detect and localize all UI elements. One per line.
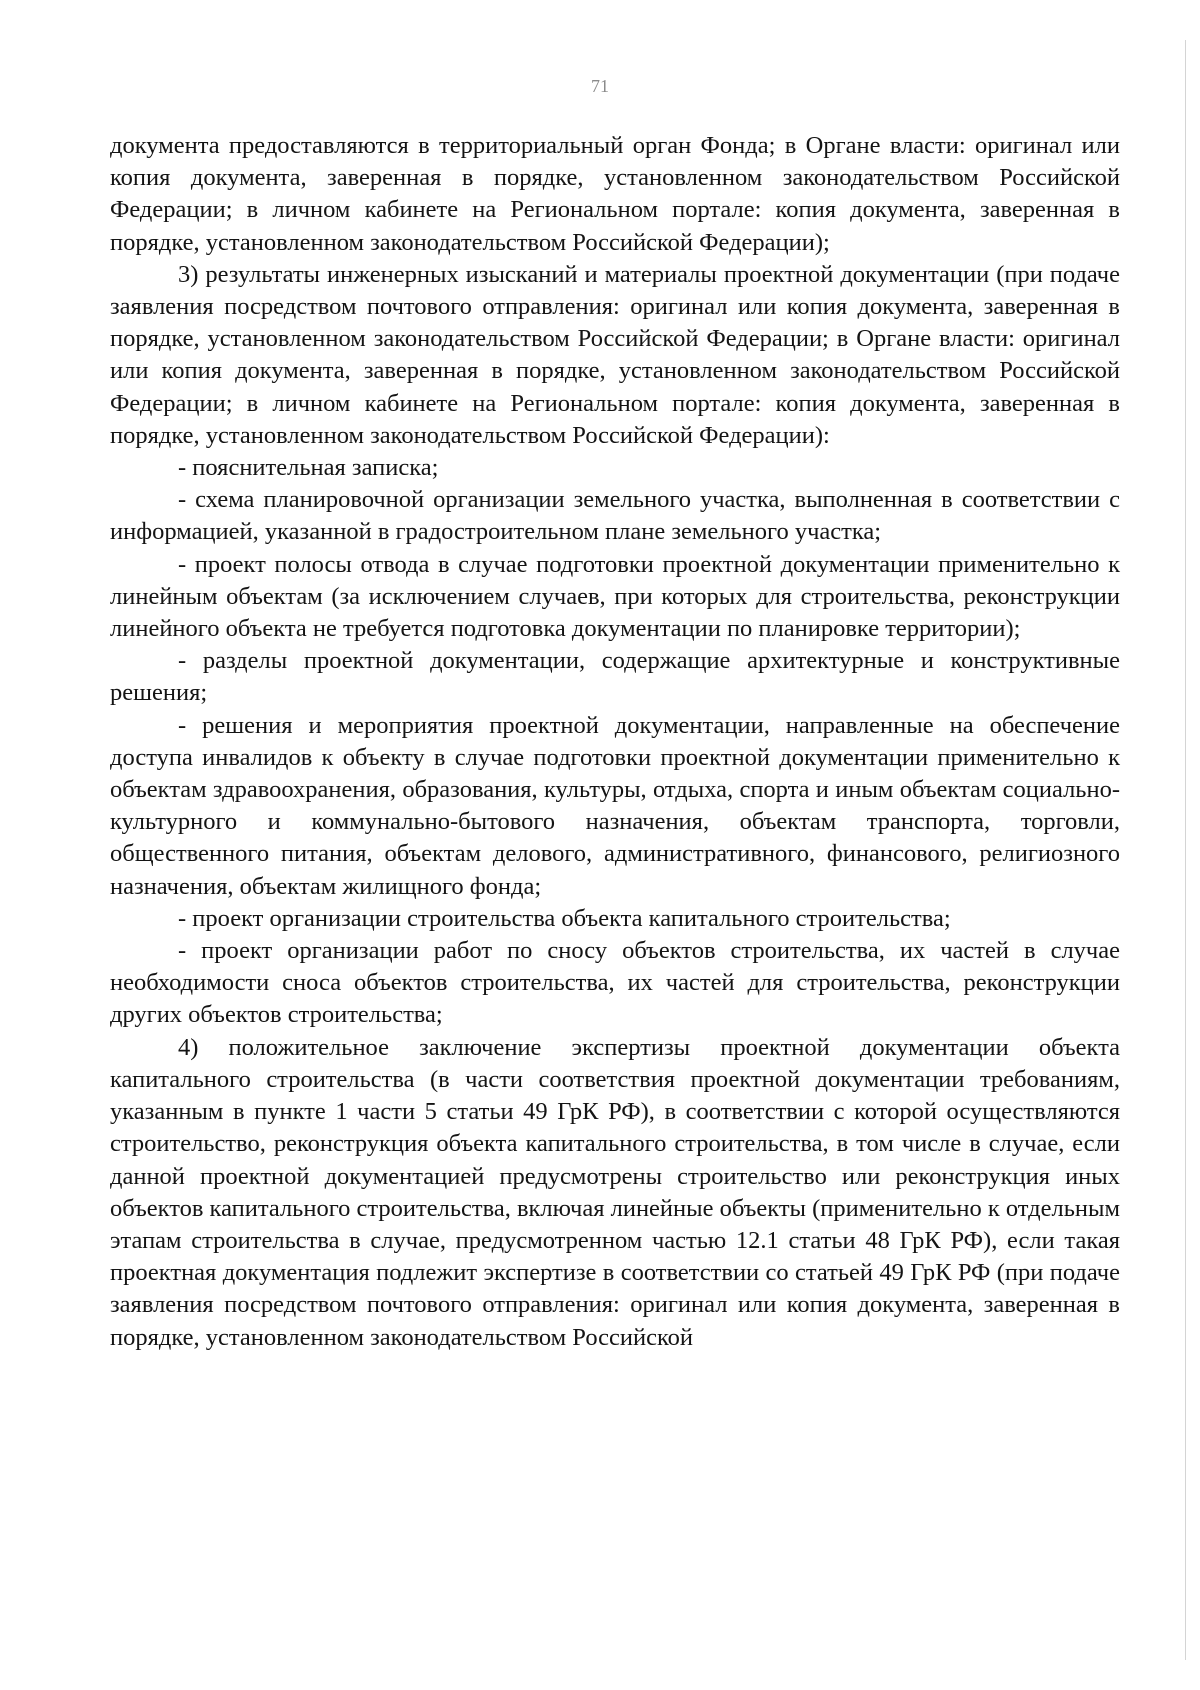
page-edge-line (1185, 40, 1186, 1660)
paragraph-continuation: документа предоставляются в территориальный орган Фонда; в Органе власти: оригинал или копия документа, заверенная в порядке, установленном законодательством Российской Федерации; в личном кабинете на Региональном портале: копия документа, заверенная в порядке, установленном законодательством Российской Федерации); (110, 132, 1120, 256)
document-body (110, 130, 1120, 1354)
list-item-explanatory-note: - пояснительная записка; (178, 454, 439, 482)
paragraph-item-3: 3) результаты инженерных изысканий и материалы проектной документации (при подаче заявления посредством почтового отправления: оригинал или копия документа, заверенная в порядке, установленном законодательством Российской Федерации; в Органе власти: оригинал или копия документа, заверенная в порядке, установленном законодательством Российской Федерации; в личном кабинете на Региональном портале: копия документа, заверенная в порядке, установленном законодательством Российской Федерации): (110, 260, 1120, 449)
list-item-right-of-way-project: - проект полосы отвода в случае подготовки проектной документации применительно к линейным объектам (за исключением случаев, при которых для строительства, реконструкции линейного объекта не требуется подготовка документации по планировке территории); (110, 550, 1120, 643)
paragraph-item-4: 4) положительное заключение экспертизы проектной документации объекта капитального строительства (в части соответствия проектной документации требованиям, указанным в пункте 1 части 5 статьи 49 ГрК РФ), в соответствии с которой осуществляются строительство, реконструкция объекта капитального строительства, в том числе в случае, если данной проектной документацией предусмотрены строительство или реконструкция иных объектов капитального строительства, включая линейные объекты (применительно к отдельным этапам строительства в случае, предусмотренном частью 12.1 статьи 48 ГрК РФ), если такая проектная документация подлежит экспертизе в соответствии со статьей 49 ГрК РФ (при подаче заявления посредством почтового отправления: оригинал или копия документа, заверенная в порядке, установленном законодательством Российской (110, 1033, 1120, 1351)
list-item-architectural-sections: - разделы проектной документации, содержащие архитектурные и конструктивные решения; (110, 647, 1120, 707)
list-item-site-plan-scheme: - схема планировочной организации земельного участка, выполненная в соответствии с информацией, указанной в градостроительном плане земельного участка; (110, 486, 1120, 546)
list-item-demolition-project: - проект организации работ по сносу объектов строительства, их частей в случае необходимости сноса объектов строительства, их частей для строительства, реконструкции других объектов строительства; (110, 937, 1120, 1029)
list-item-accessibility-measures: - решения и мероприятия проектной документации, направленные на обеспечение доступа инвалидов к объекту в случае подготовки проектной документации применительно к объектам здравоохранения, образования, культуры, отдыха, спорта и иным объектам социально-культурного и коммунально-бытового назначения, объектам транспорта, торговли, общественного питания, объектам делового, административного, финансового, религиозного назначения, объектам жилищного фонда; (110, 711, 1120, 900)
page-number: 71 (591, 76, 609, 96)
list-item-construction-organization: - проект организации строительства объекта капитального строительства; (178, 904, 951, 932)
